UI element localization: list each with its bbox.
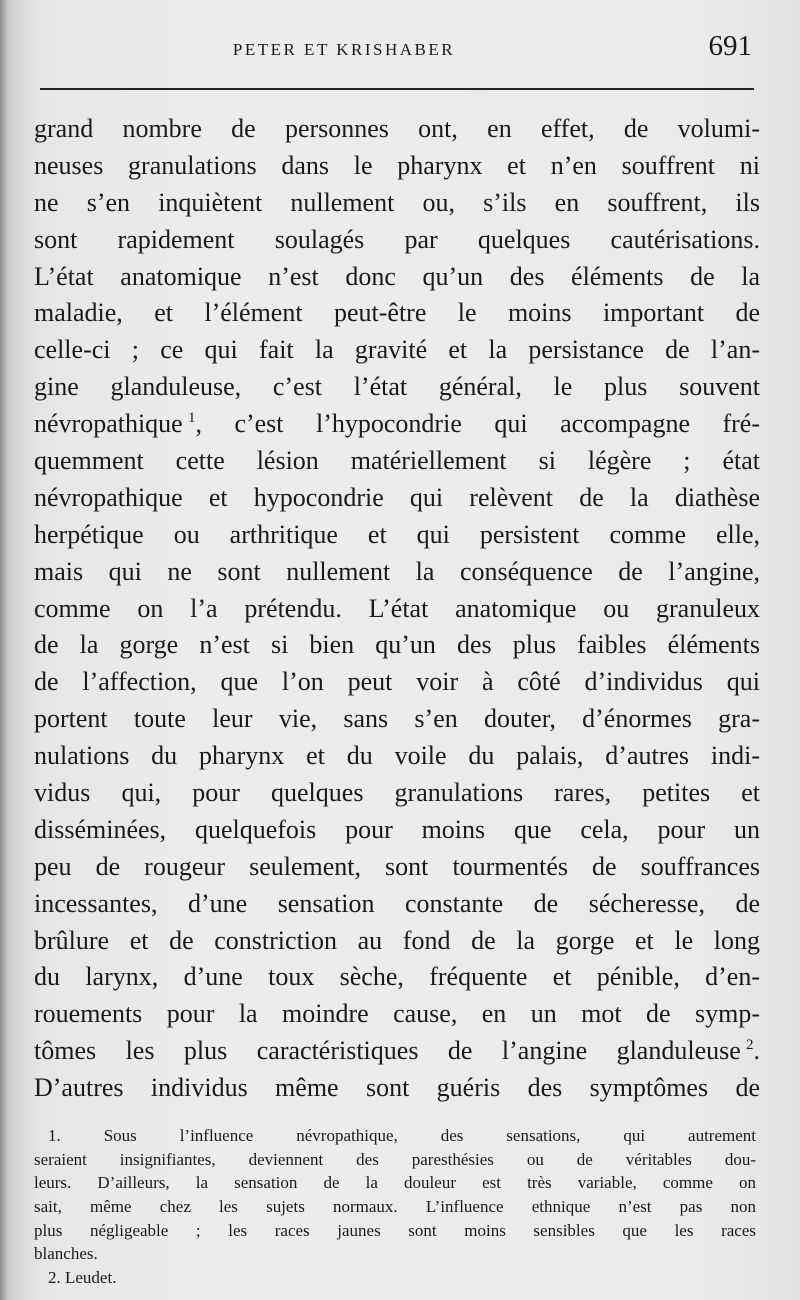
text-line: nulations du pharynx et du voile du palais, d’autres indi-	[34, 741, 760, 771]
text-line: rouements pour la moindre cause, en un mot de symp-	[34, 999, 760, 1029]
text-line: névropathique et hypocondrie qui relèvent de la diathèse	[34, 482, 760, 512]
text-line	[34, 1033, 760, 1070]
text-line: brûlure et de constriction au fond de la gorge et le long	[34, 925, 760, 955]
footnote-ref-1: 1	[187, 410, 196, 427]
text-line: grand nombre de personnes ont, en effet, de volumi-	[34, 114, 760, 143]
footnote-2: 2. Leudet.	[48, 1268, 117, 1288]
text-line: sont rapidement soulagés par quelques cautérisations.	[34, 224, 760, 254]
text-line: maladie, et l’élément peut-être le moins important de	[34, 298, 760, 328]
text-line-part: tômes les plus caractéristiques de l’angine glanduleuse	[34, 1036, 741, 1066]
text-line	[34, 406, 760, 443]
footnote-1-line: sait, même chez les sujets normaux. L’influence ethnique n’est pas non	[34, 1197, 756, 1217]
text-line: herpétique ou arthritique et qui persistent comme elle,	[34, 519, 760, 549]
header-rule	[40, 88, 754, 90]
text-line: D’autres individus même sont guéris des symptômes de	[34, 1073, 760, 1103]
text-line: de la gorge n’est si bien qu’un des plus faibles éléments	[34, 630, 760, 660]
text-line: portent toute leur vie, sans s’en douter, d’énormes gra-	[34, 704, 760, 734]
text-line: du larynx, d’une toux sèche, fréquente et pénible, d’en-	[34, 962, 760, 992]
running-title: PETER ET KRISHABER	[232, 40, 456, 59]
page-binding-shadow	[0, 0, 8, 1300]
page-number: 691	[708, 30, 752, 62]
text-line: quemment cette lésion matériellement si légère ; état	[34, 446, 760, 476]
text-line: celle-ci ; ce qui fait la gravité et la persistance de l’an-	[34, 335, 760, 365]
text-line-part: , c’est l’hypocondrie qui accompagne fré-	[195, 409, 760, 439]
text-line: disséminées, quelquefois pour moins que cela, pour un	[34, 814, 760, 844]
text-line: comme on l’a prétendu. L’état anatomique ou granuleux	[34, 593, 760, 623]
text-line: L’état anatomique n’est donc qu’un des éléments de la	[34, 261, 760, 291]
footnote-1-line: blanches.	[34, 1244, 98, 1264]
text-line-part: névropathique	[34, 409, 183, 439]
text-line: vidus qui, pour quelques granulations rares, petites et	[34, 778, 760, 808]
text-line-part: .	[753, 1036, 760, 1066]
footnotes	[34, 1124, 756, 1290]
text-line: mais qui ne sont nullement la conséquence de l’angine,	[34, 556, 760, 586]
running-head	[38, 28, 758, 68]
text-line: ne s’en inquiètent nullement ou, s’ils en souffrent, ils	[34, 187, 760, 217]
text-line: incessantes, d’une sensation constante de sécheresse, de	[34, 888, 760, 918]
footnote-1-line: plus négligeable ; les races jaunes sont moins sensibles que les races	[34, 1220, 756, 1240]
text-line: peu de rougeur seulement, sont tourmentés de souffrances	[34, 851, 760, 881]
footnote-1-line: leurs. D’ailleurs, la sensation de la douleur est très variable, comme on	[34, 1173, 756, 1193]
text-line: gine glanduleuse, c’est l’état général, le plus souvent	[34, 372, 760, 402]
text-line: de l’affection, que l’on peut voir à côté d’individus qui	[34, 667, 760, 697]
footnote-1-line: seraient insignifiantes, deviennent des paresthésies ou de véritables dou-	[34, 1149, 756, 1169]
footnote-ref-2: 2	[746, 1037, 754, 1054]
text-line: neuses granulations dans le pharynx et n’en souffrent ni	[34, 150, 760, 180]
body-text	[34, 111, 760, 1107]
footnote-1-line: 1. Sous l’influence névropathique, des sensations, qui autrement	[48, 1126, 756, 1145]
